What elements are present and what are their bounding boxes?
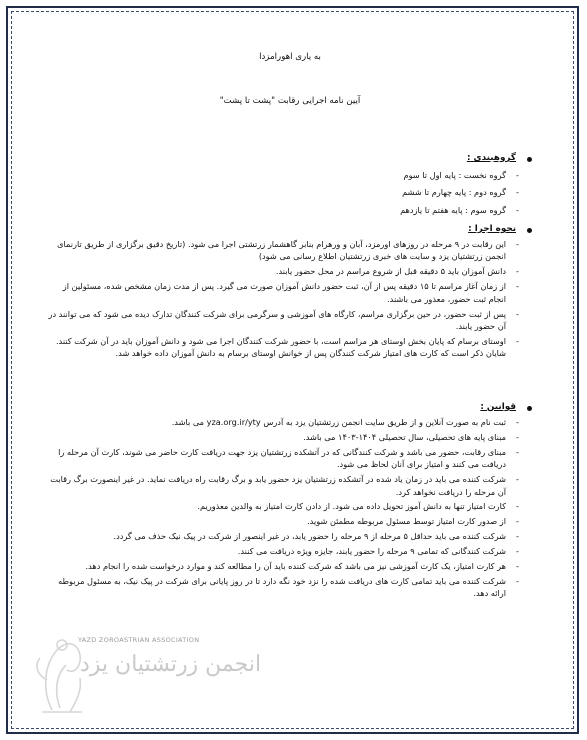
list-item: - ثبت نام به صورت آنلاین و از طریق سایت انجمن زرتشتیان یزد به آدرس yza.org.ir/yty می باشد. (48, 416, 532, 428)
list-item: - مبنای رقابت، حضور می باشد و شرکت کنندگانی که در آتشکده زرتشتیان یزد جهت دریافت کارت حاضر می شوند، کارت آن مرحله را دریافت می کنند و امتیاز برای آنان لحاظ می شود. (48, 446, 532, 471)
rules-list (48, 416, 532, 600)
list-item: - گروه نخست : پایه اول تا سوم (48, 169, 532, 181)
list-item: - اوستای برسام که پایان بخش اوستای هر مراسم است، با حضور شرکت کنندگان اجرا می شود و دانش آموزان باید در آن شرکت کنند. شایان ذکر است که کارت های امتیاز شرکت کنندگان پس از خوانش اوستای برسام به دانش آموزان داده خواهد شد. (48, 335, 532, 360)
list-item: - از زمان آغاز مراسم تا ۱۵ دقیقه پس از آن، ثبت حضور دانش آموزان صورت می گیرد. پس از مدت زمان مشخص شده، مسئولین از انجام ثبت حضور، معذور می باشند. (48, 280, 532, 305)
list-item: - کارت امتیاز تنها به دانش آموز تحویل داده می شود. از دادن کارت امتیاز به والدین معذوریم. (48, 500, 532, 512)
list-item: - گروه دوم : پایه چهارم تا ششم (48, 186, 532, 198)
procedure-heading (48, 224, 532, 234)
procedure-title: نحوه اجرا : (468, 224, 516, 234)
bullet-icon (527, 157, 532, 162)
bullet-icon (527, 406, 532, 411)
list-item: - شرکت کنندگانی که تمامی ۹ مرحله را حضور یابند، جایزه ویژه دریافت می کنند. (48, 545, 532, 557)
groups-list (48, 169, 532, 216)
list-item: - هر کارت امتیاز، یک کارت آموزشی نیز می باشد که شرکت کننده باید آن را مطالعه کند و موارد درخواست شده را انجام دهد. (48, 560, 532, 572)
list-item: - پس از ثبت حضور، در حین برگزاری مراسم، کارگاه های آموزشی و سرگرمی برای شرکت کنندگان تدارک دیده می شود که می توانند در آن حضور یابند. (48, 308, 532, 333)
list-item: - مبنای پایه های تحصیلی، سال تحصیلی ۱۴۰۴-۱۴۰۳ می باشد. (48, 431, 532, 443)
document-title: آیین نامه اجرایی رقابت "پشت تا پشت" (219, 96, 361, 106)
document-page (48, 40, 532, 700)
list-item: - این رقابت در ۹ مرحله در روزهای اورمزد، آبان و ورهرام بنابر گاهشمار زرتشتی اجرا می شود. (تاریخ دقیق برگزاری از طریق تارنمای انجمن زرتشتیان یزد و سایت های خبری زرتشتیان اطلاع رسانی می شود) (48, 238, 532, 263)
procedure-section (48, 224, 532, 362)
groups-heading (48, 153, 532, 163)
list-item: - شرکت کننده می باید تمامی کارت های دریافت شده را نزد خود نگه دارد تا در روز پایانی برای شرکت در پیک نیک، به مسئول مربوطه ارائه دهد. (48, 575, 532, 600)
invocation-line: به یاری اهورامزدا (259, 52, 321, 62)
rules-section (48, 402, 532, 602)
list-item: - شرکت کننده می باید حداقل ۵ مرحله از ۹ مرحله را حضور یابد، در غیر اینصور از شرکت در پیک نیک حذف می گردد. (48, 530, 532, 542)
list-item: - از صدور کارت امتیاز توسط مسئول مربوطه مطمئن شوید. (48, 515, 532, 527)
groups-title: گروهبندی : (466, 153, 516, 163)
procedure-list (48, 238, 532, 360)
list-item: - شرکت کننده می باید در زمان یاد شده در آتشکده زرتشتیان یزد حضور یابد و برگ رقابت راه دریافت نماید. در غیر اینصورت برگ رقابت آن مرحله را دریافت نخواهد کرد. (48, 473, 532, 498)
rules-heading (48, 402, 532, 412)
groups-section (48, 153, 532, 221)
watermark-org-fa: انجمن زرتشتیان یزد (80, 652, 262, 677)
watermark-org-en: YAZD ZOROASTRIAN ASSOCIATION (78, 636, 200, 644)
rules-title: قوانین : (480, 402, 516, 412)
list-item: - دانش آموزان باید ۵ دقیقه قبل از شروع مراسم در محل حضور یابند. (48, 265, 532, 277)
list-item: - گروه سوم : پایه هفتم تا یازدهم (48, 204, 532, 216)
bullet-icon (527, 228, 532, 233)
